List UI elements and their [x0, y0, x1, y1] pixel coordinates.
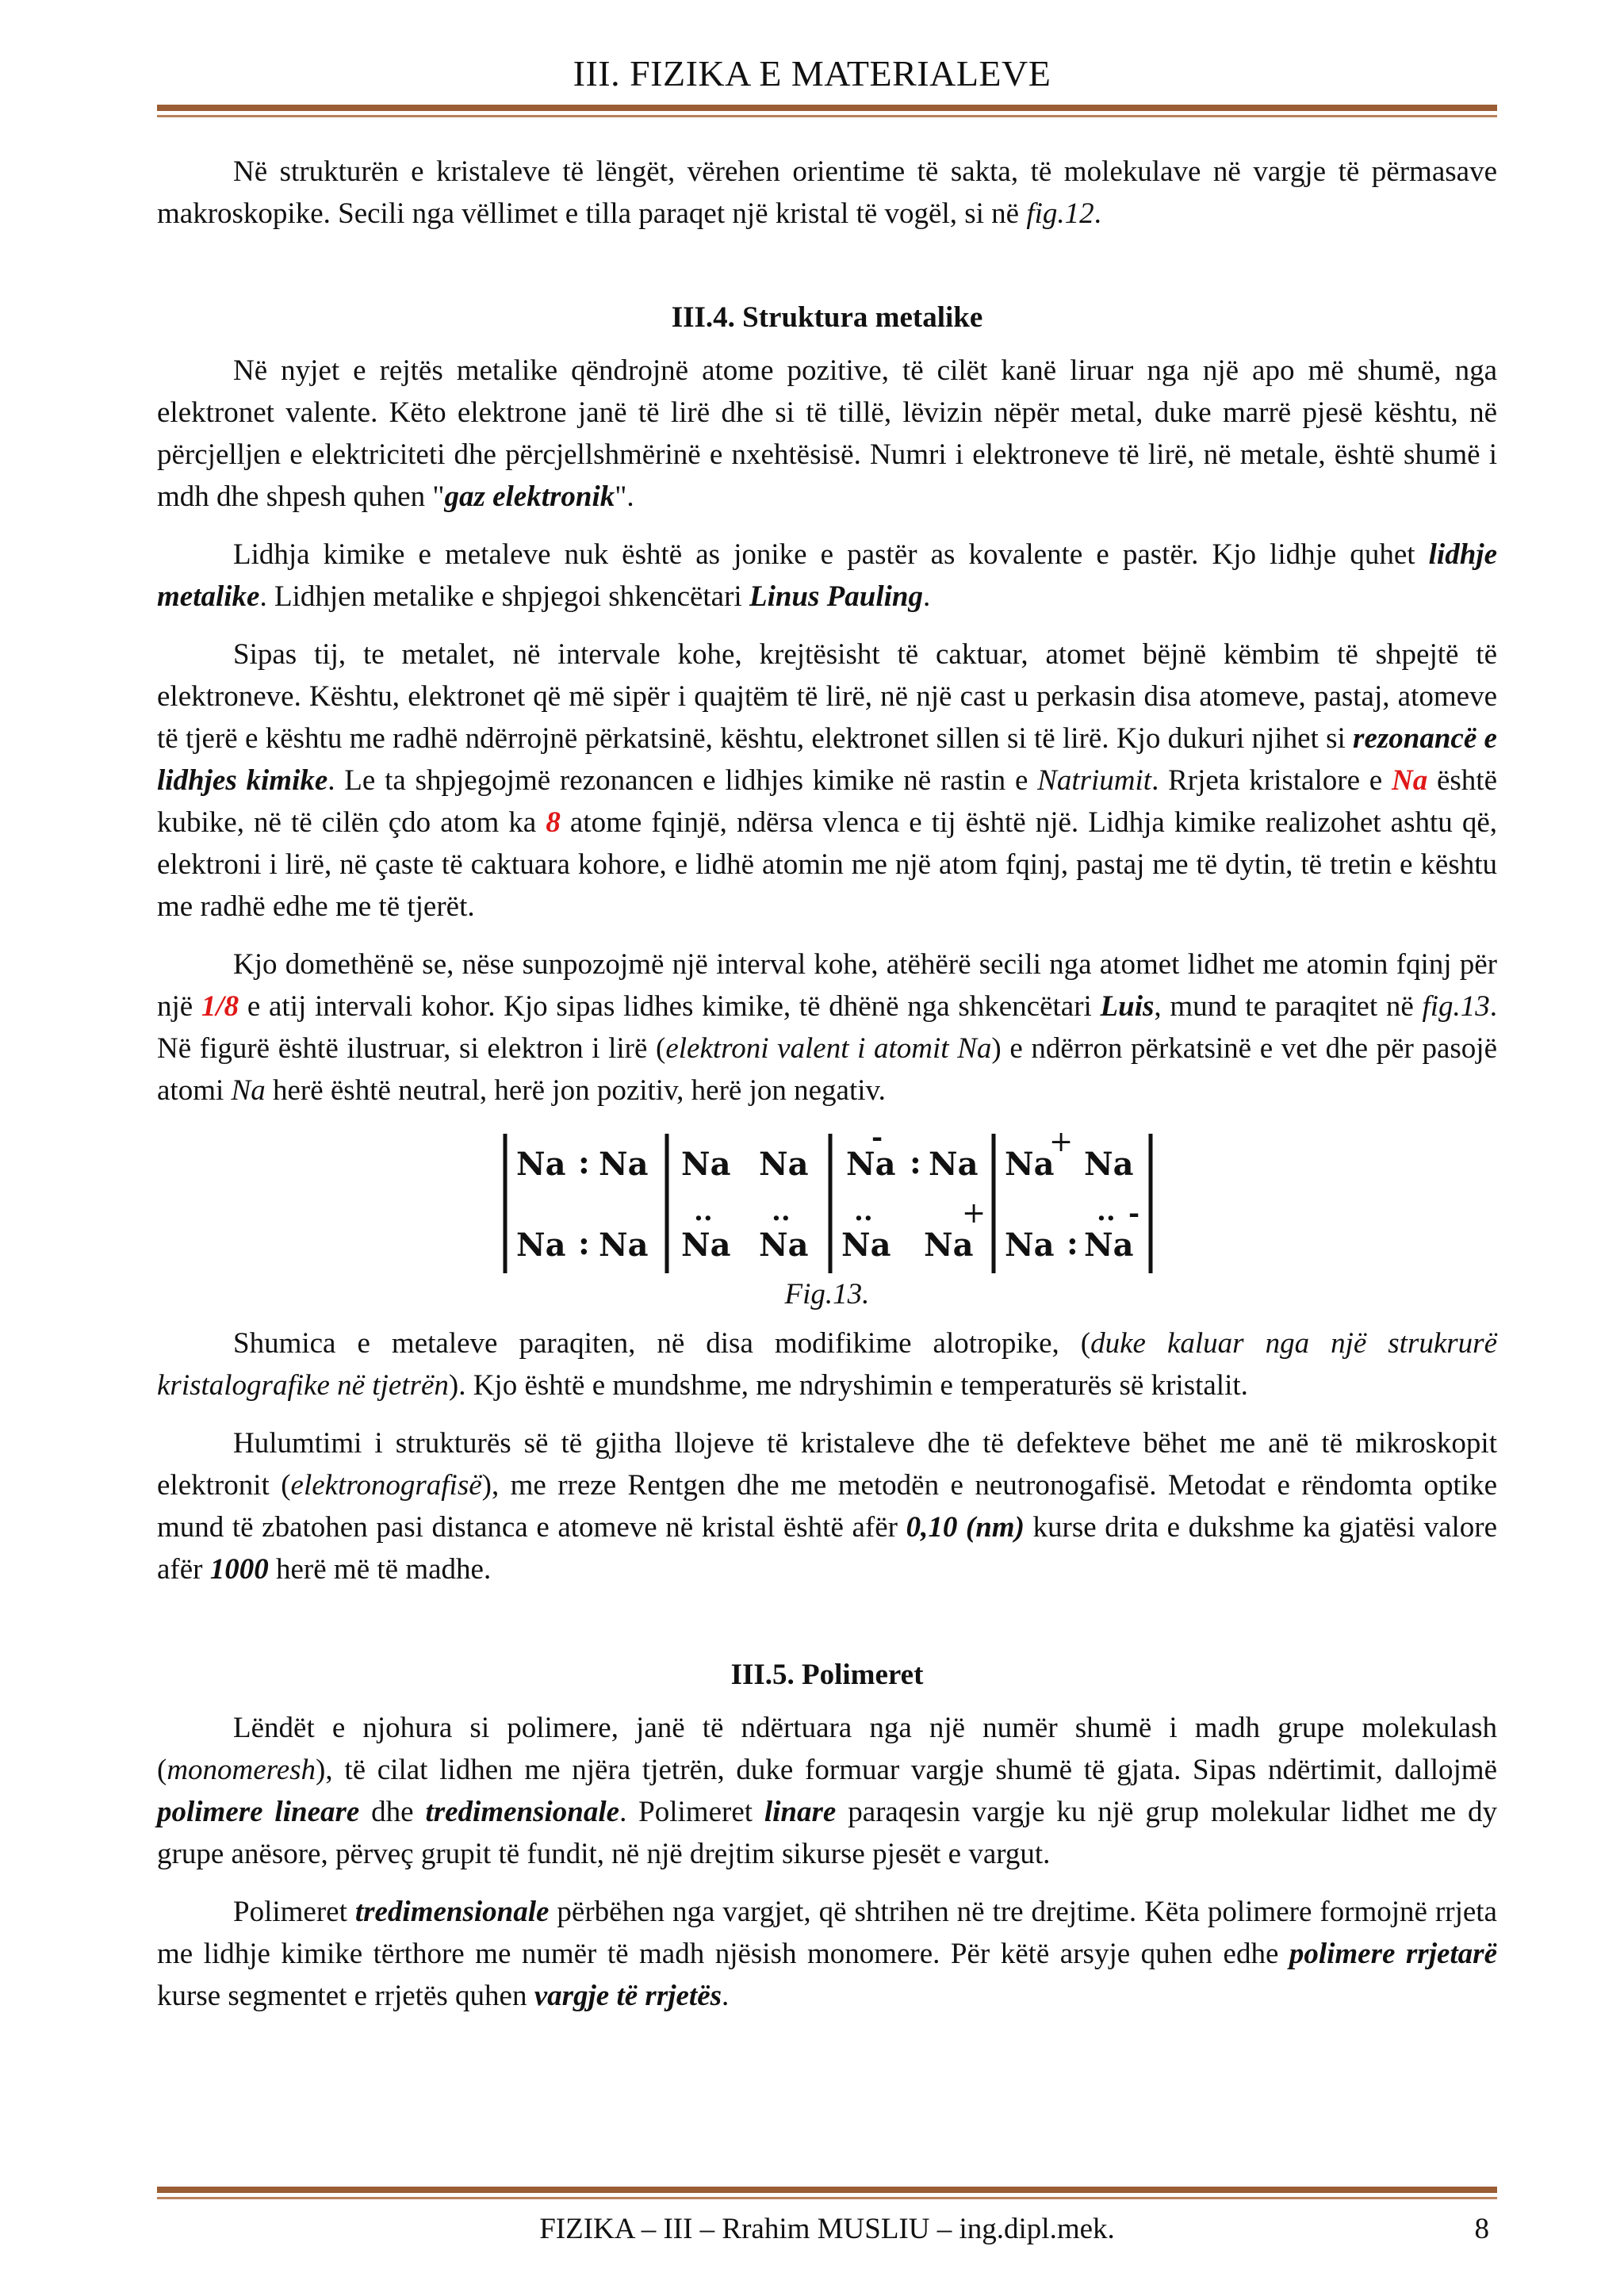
atom-label: Na: [516, 1226, 566, 1264]
paragraph-interval: Kjo domethënë se, nëse sunpozojmë një interval kohe, atëhërë secili nga atomet lidhet me atomin fqinj për një 1/8 e atij intervali kohor. Kjo sipas lidhes kimike, të dhënë nga shkencëtari Luis, mund te paraqitet në fig.13. Në figurë është ilustruar, si elektron i lirë (elektroni valent i atomit Na) e ndërron përkatsinë e vet dhe për pasojë atomi Na herë është neutral, herë jon pozitiv, herë jon negativ.: [157, 948, 1497, 1107]
footer-author: FIZIKA – III – Rrahim MUSLIU – ing.dipl.mek.: [539, 2213, 1115, 2245]
figure-13: [157, 1127, 1497, 1311]
paragraph-metal-lattice: Në nyjet e rejtës metalike qëndrojnë atome pozitive, të cilët kanë liruar nga një apo më shumë, nga elektronet valente. Këto elektrone janë të lirë dhe si të tillë, lëvizin nëpër metal, duke marrë pjesë kështu, në përcjelljen e elektriciteti dhe përcjellshmërinë e nxehtësisë. Numri i elektroneve të lirë, në metale, është shumë i mdh dhe shpesh quhen "gaz elektronik".: [157, 354, 1497, 513]
figure-ref-12: fig.12: [1026, 197, 1094, 230]
paragraph-polymers-3d: Polimeret tredimensionale përbëhen nga vargjet, që shtrihen në tre drejtime. Këta polimere formojnë rrjeta me lidhje kimike tërthore me numër të madh njësish monomere. Për këtë arsyje quhen edhe polimere rrjetarë kurse segmentet e rrjetës quhen vargje të rrjetës.: [157, 1896, 1498, 2012]
bond-colon: :: [578, 1144, 590, 1181]
section-heading-metallic: III.4. Struktura metalike: [671, 301, 983, 334]
atom-label: Na: [759, 1226, 809, 1264]
plus-sign: +: [962, 1197, 986, 1230]
bond-colon: :: [578, 1225, 590, 1262]
atom-label: Na: [759, 1146, 809, 1183]
electron-pair-dots: ··: [1097, 1203, 1116, 1234]
header-rule-thin: [157, 115, 1497, 117]
atom-label: Na: [1084, 1146, 1134, 1183]
page-header-title: III. FIZIKA E MATERIALEVE: [573, 53, 1051, 94]
paragraph-research-methods: Hulumtimi i strukturës së të gjitha llojeve të kristaleve dhe të defekteve bëhet me anë të mikroskopit elektronit (elektronografisë), me rreze Rentgen dhe me metodën e neutronogafisë. Metodat e rëndomta optike mund të zbatohen pasi distanca e atomeve në kristal është afër 0,10 (nm) kurse drita e dukshme ka gjatësi valore afër 1000 herë më të madhe.: [157, 1427, 1498, 1586]
page-number: 8: [1474, 2213, 1489, 2245]
electron-pair-dots: ··: [772, 1203, 791, 1234]
header-rule-thick: [157, 105, 1497, 111]
paragraph-allotropic: Shumica e metaleve paraqiten, në disa modifikime alotropike, (duke kaluar nga një strukrurë kristalografike në tjetrën). Kjo është e mundshme, me ndryshimin e temperaturës së kristalit.: [157, 1327, 1497, 1402]
atom-label: Na: [599, 1146, 649, 1183]
atom-label: Na: [599, 1226, 649, 1264]
atom-label: Na: [846, 1146, 896, 1183]
bond-colon: :: [910, 1144, 921, 1181]
atom-label: Na: [1084, 1226, 1134, 1264]
atom-label: Na: [681, 1226, 731, 1264]
bond-colon: :: [1067, 1225, 1078, 1262]
atom-label: Na: [681, 1146, 731, 1183]
figure-13-caption: Fig.13.: [784, 1278, 870, 1311]
minus-sign: -: [1128, 1198, 1140, 1230]
atom-label: Na: [929, 1146, 979, 1183]
electron-pair-dots: ··: [694, 1203, 713, 1234]
atom-label: Na: [516, 1146, 566, 1183]
page-body: [157, 151, 1497, 2033]
electron-pair-dots: ··: [854, 1203, 873, 1234]
atom-label: Na: [841, 1226, 891, 1264]
atom-label: Na: [1005, 1226, 1055, 1264]
paragraph-polymers-intro: Lëndët e njohura si polimere, janë të ndërtuara nga një numër shumë i madh grupe molekulash (monomeresh), të cilat lidhen me njëra tjetrën, duke formuar vargje shumë të gjata. Sipas ndërtimit, dallojmë polimere lineare dhe tredimensionale. Polimeret linare paraqesin vargje ku një grup molekular lidhet me dy grupe anësore, përveç grupit të fundit, në një drejtim sikurse pjesët e vargut.: [157, 1712, 1497, 1870]
atom-label: Na: [1005, 1146, 1055, 1183]
footer-rule-thick: [157, 2187, 1497, 2193]
footer-rule-thin: [157, 2197, 1497, 2199]
minus-sign: -: [871, 1127, 883, 1154]
paragraph-liquid-crystals: Në strukturën e kristaleve të lëngët, vërehen orientime të sakta, të molekulave në vargje të përmasave makroskopike. Secili nga vëllimet e tilla paraqet një kristal të vogël, si në fig.12.: [157, 155, 1497, 230]
sodium-resonance-diagram: [494, 1127, 1160, 1278]
plus-sign: +: [1049, 1127, 1074, 1158]
paragraph-resonance: Sipas tij, te metalet, në intervale kohe, krejtësisht të caktuar, atomet bëjnë këmbim të shpejtë të elektroneve. Kështu, elektronet që më sipër i quajtëm të lirë, në një cast u perkasin disa atomeve, pastaj, atomeve të tjerë e kështu me radhë ndërrojnë përkatsinë, kështu, elektronet sillen si të lirë. Kjo dukuri njihet si rezonancë e lidhjes kimike. Le ta shpjegojmë rezonancen e lidhjes kimike në rastin e Natriumit. Rrjeta kristalore e Na është kubike, në të cilën çdo atom ka 8 atome fqinjë, ndërsa vlenca e tij është një. Lidhja kimike realizohet ashtu që, elektroni i lirë, në çaste të caktuara kohore, e lidhë atomin me një atom fqinj, pastaj me të dytin, të tretin e kështu me radhë edhe me të tjerët.: [157, 638, 1498, 923]
section-heading-polymers: III.5. Polimeret: [730, 1659, 924, 1691]
paragraph-metallic-bond: Lidhja kimike e metaleve nuk është as jonike e pastër as kovalente e pastër. Kjo lidhje quhet lidhje metalike. Lidhjen metalike e shpjegoi shkencëtari Linus Pauling.: [157, 538, 1497, 613]
atom-label: Na: [924, 1226, 974, 1264]
